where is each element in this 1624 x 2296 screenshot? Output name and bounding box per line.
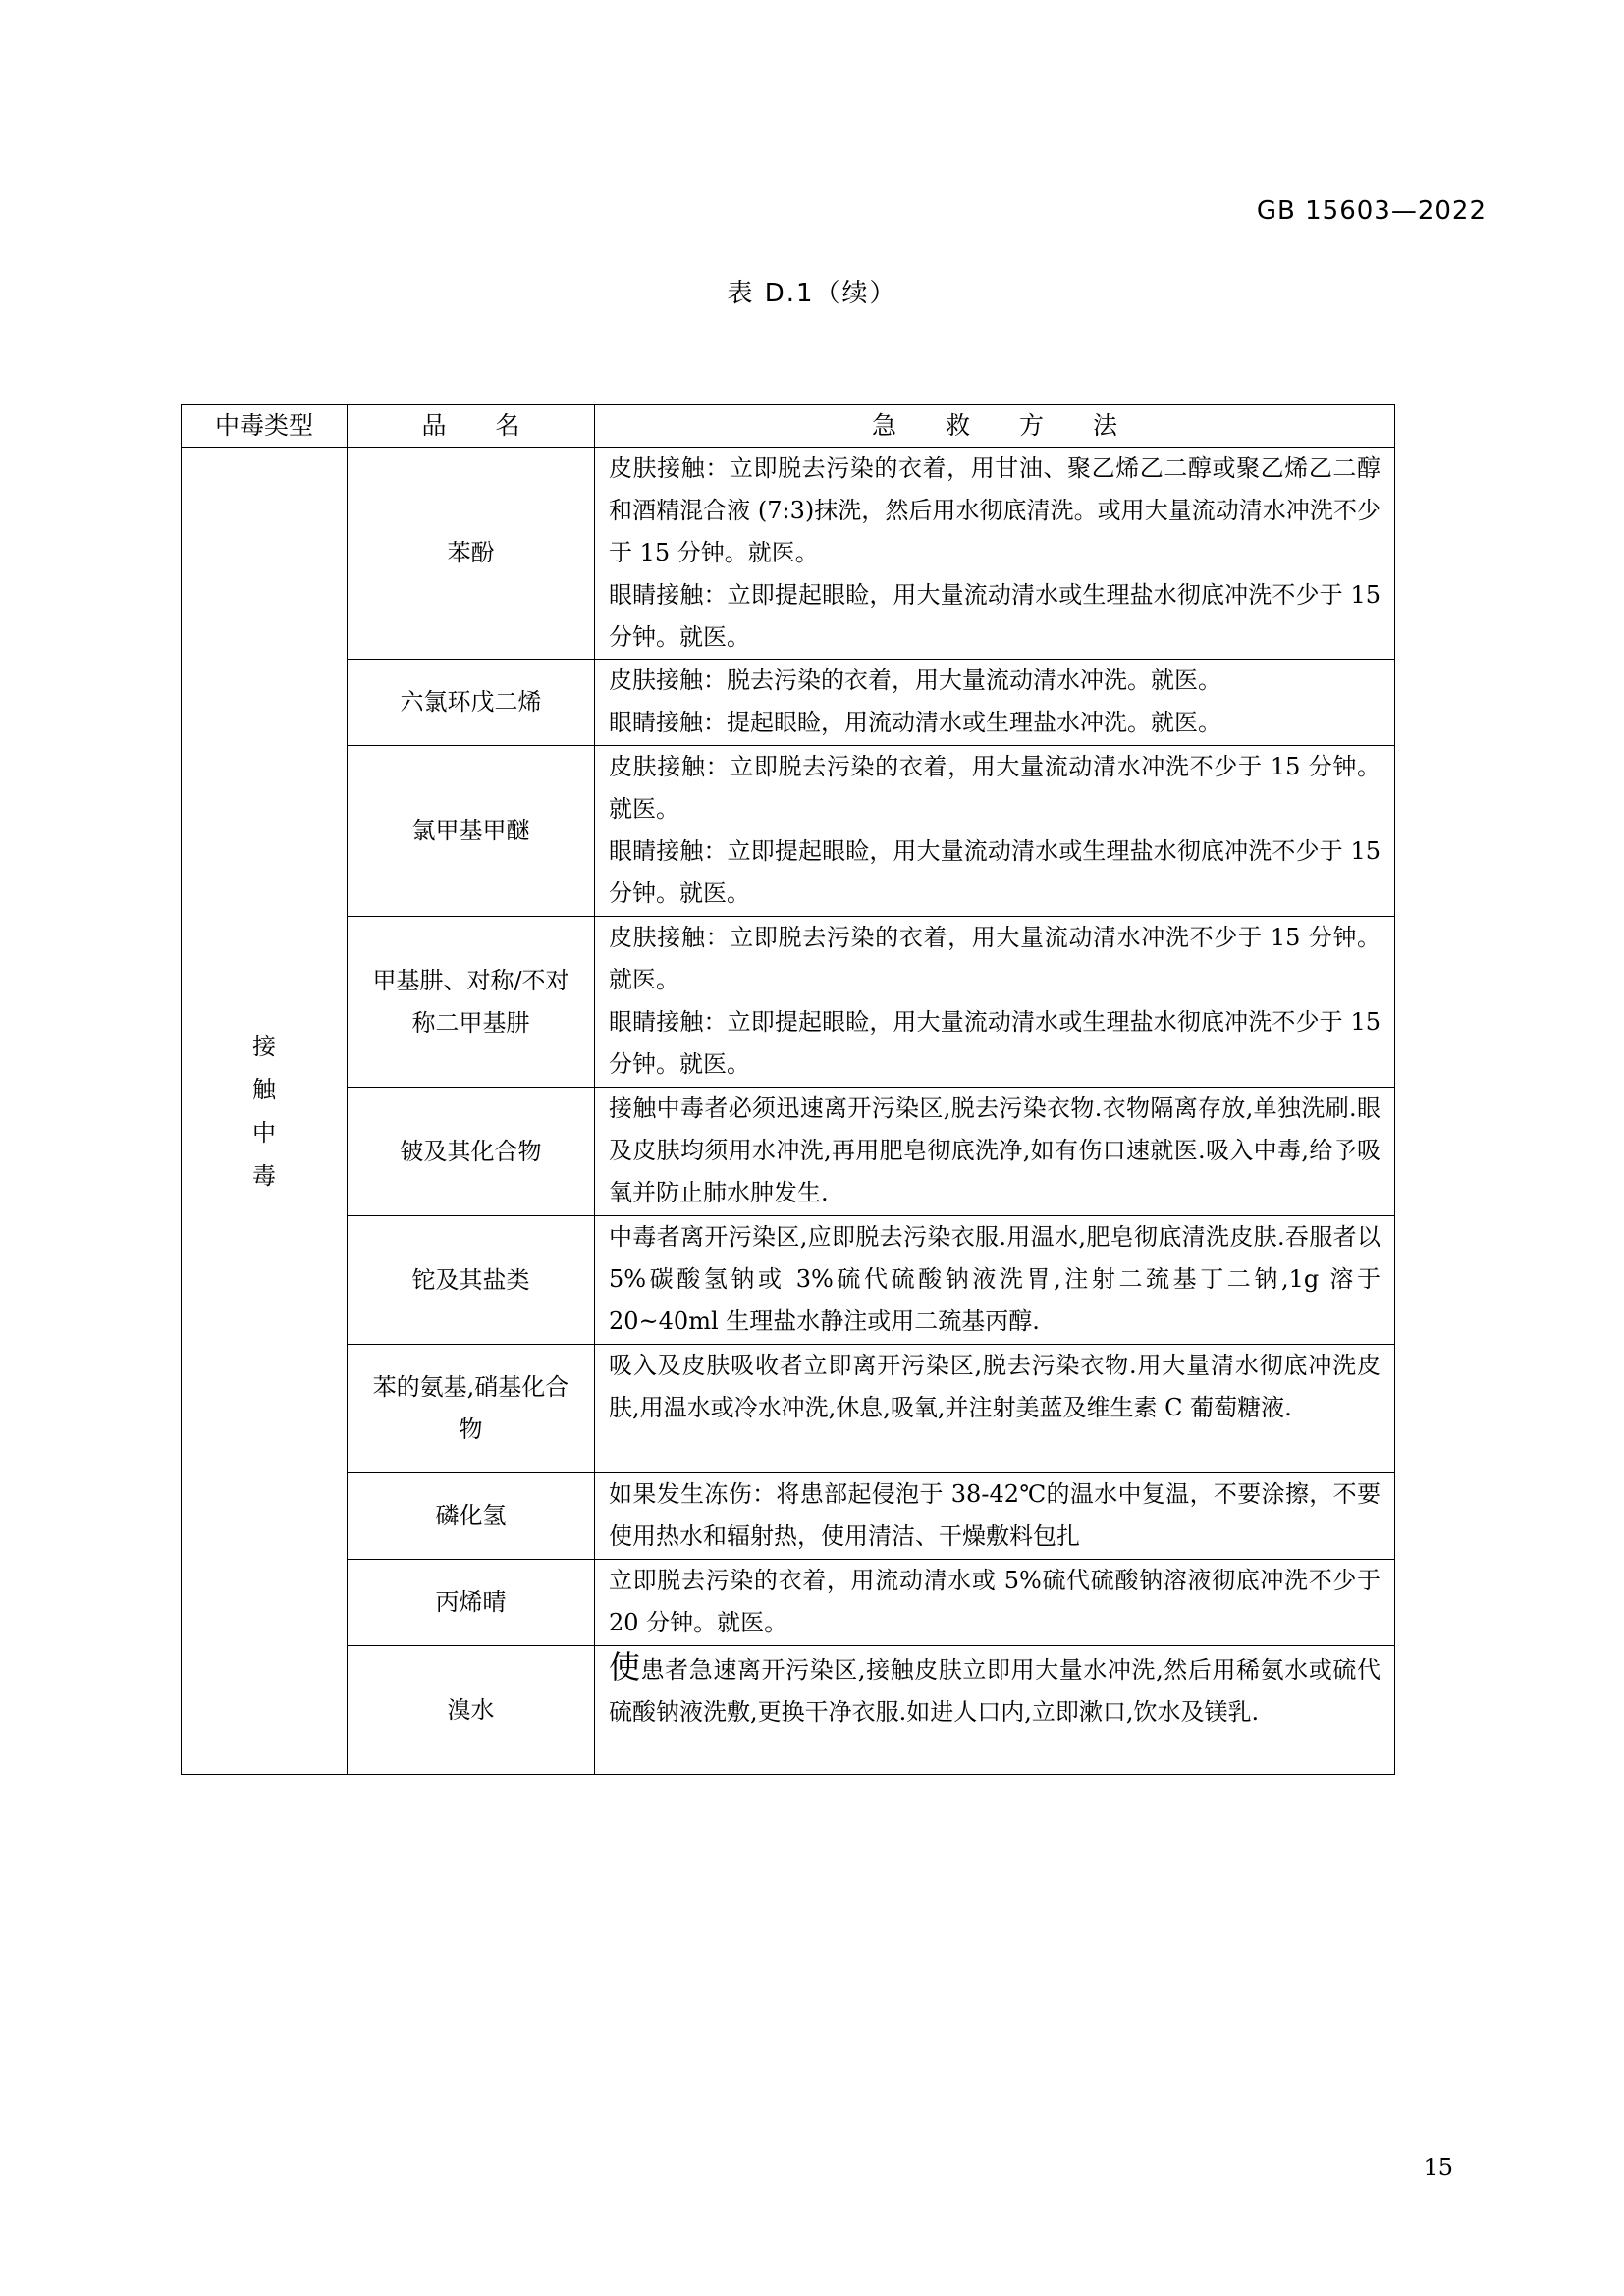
substance-name: 苯酚 <box>348 448 595 660</box>
first-aid-method <box>595 660 1395 746</box>
first-aid-method <box>595 1560 1395 1646</box>
table-row <box>182 1088 1395 1216</box>
substance-name: 铍及其化合物 <box>348 1088 595 1216</box>
method-text: 皮肤接触：立即脱去污染的衣着，用大量流动清水冲洗不少于 15 分钟。就医。 眼睛接触：立即提起眼睑，用大量流动清水或生理盐水彻底冲洗不少于 15 分钟。就医。 <box>609 753 1380 907</box>
method-rest: 患者急速离开污染区,接触皮肤立即用大量水冲洗,然后用稀氨水或硫代硫酸钠液洗敷,更换干净衣服.如进人口内,立即漱口,饮水及镁乳. <box>609 1656 1380 1726</box>
first-aid-method <box>595 1473 1395 1560</box>
table-row <box>182 1646 1395 1775</box>
method-text: 中毒者离开污染区,应即脱去污染衣服.用温水,肥皂彻底清洗皮肤.吞服者以 5%碳酸氢钠或 3%硫代硫酸钠液洗胃,注射二巯基丁二钠,1g 溶于 20~40ml 生理盐水静注或用二巯基丙醇. <box>609 1223 1380 1335</box>
column-header-name: 品 名 <box>348 405 595 448</box>
substance-name: 苯的氨基,硝基化合物 <box>348 1345 595 1473</box>
method-text <box>609 1646 1380 1734</box>
table-row <box>182 1560 1395 1646</box>
page-number: 15 <box>1423 2154 1453 2181</box>
table-row <box>182 746 1395 917</box>
table-title: 表 D.1（续） <box>727 279 897 308</box>
substance-name: 丙烯晴 <box>348 1560 595 1646</box>
method-first-char: 使 <box>609 1648 641 1685</box>
table-row <box>182 1345 1395 1473</box>
substance-name: 甲基肼、对称/不对称二甲基肼 <box>348 917 595 1088</box>
first-aid-method <box>595 1345 1395 1473</box>
first-aid-method <box>595 1088 1395 1216</box>
substance-name: 六氯环戊二烯 <box>348 660 595 746</box>
table-row <box>182 1473 1395 1560</box>
substance-name: 磷化氢 <box>348 1473 595 1560</box>
poisoning-type-cell <box>182 448 348 1775</box>
method-text: 吸入及皮肤吸收者立即离开污染区,脱去污染衣物.用大量清水彻底冲洗皮肤,用温水或冷水冲洗,休息,吸氧,并注射美蓝及维生素 C 葡萄糖液. <box>609 1352 1380 1421</box>
method-text: 接触中毒者必须迅速离开污染区,脱去污染衣物.衣物隔离存放,单独洗刷.眼及皮肤均须用水冲洗,再用肥皂彻底洗净,如有伤口速就医.吸入中毒,给予吸氧并防止肺水肿发生. <box>609 1095 1380 1206</box>
table-row <box>182 917 1395 1088</box>
first-aid-table <box>181 404 1395 1775</box>
first-aid-method <box>595 746 1395 917</box>
first-aid-method <box>595 1216 1395 1345</box>
table-row <box>182 1216 1395 1345</box>
method-text: 如果发生冻伤：将患部起侵泡于 38-42℃的温水中复温，不要涂擦，不要使用热水和辐射热，使用清洁、干燥敷料包扎 <box>609 1480 1380 1550</box>
first-aid-method <box>595 1646 1395 1775</box>
substance-name: 溴水 <box>348 1646 595 1775</box>
method-text: 皮肤接触：立即脱去污染的衣着，用甘油、聚乙烯乙二醇或聚乙烯乙二醇和酒精混合液 (7:3)抹洗，然后用水彻底清洗。或用大量流动清水冲洗不少于 15 分钟。就医。 眼睛接触：立即提起眼睑，用大量流动清水或生理盐水彻底冲洗不少于 15 分钟。就医。 <box>609 454 1380 651</box>
column-header-type: 中毒类型 <box>182 405 348 448</box>
column-header-method: 急 救 方 法 <box>595 405 1395 448</box>
first-aid-method <box>595 917 1395 1088</box>
first-aid-method <box>595 448 1395 660</box>
table-header-row <box>182 405 1395 448</box>
substance-name: 氯甲基甲醚 <box>348 746 595 917</box>
standard-code: GB 15603—2022 <box>1256 196 1487 226</box>
table-row <box>182 448 1395 660</box>
poisoning-type-label: 接触中毒 <box>252 1032 276 1190</box>
table-row <box>182 660 1395 746</box>
method-text: 立即脱去污染的衣着，用流动清水或 5%硫代硫酸钠溶液彻底冲洗不少于 20 分钟。就医。 <box>609 1567 1380 1636</box>
substance-name: 铊及其盐类 <box>348 1216 595 1345</box>
method-text: 皮肤接触：脱去污染的衣着，用大量流动清水冲洗。就医。 眼睛接触：提起眼睑，用流动清水或生理盐水冲洗。就医。 <box>609 667 1221 736</box>
method-text: 皮肤接触：立即脱去污染的衣着，用大量流动清水冲洗不少于 15 分钟。就医。 眼睛接触：立即提起眼睑，用大量流动清水或生理盐水彻底冲洗不少于 15 分钟。就医。 <box>609 924 1380 1078</box>
